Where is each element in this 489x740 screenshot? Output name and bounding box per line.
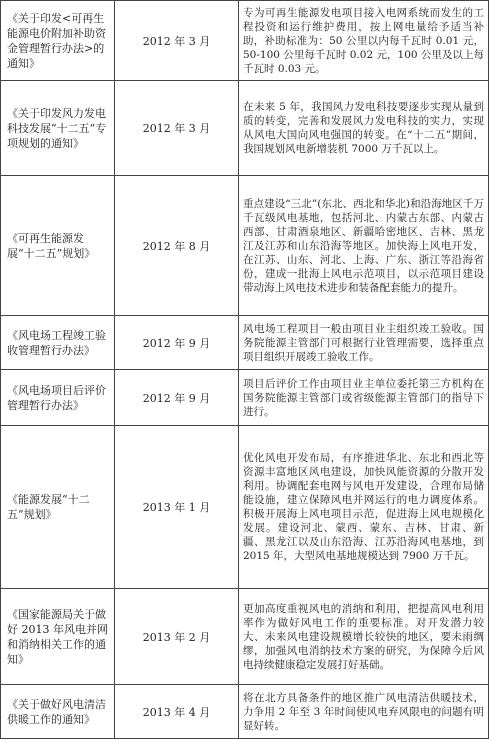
policy-desc-cell: 项目后评价工作由项目业主单位委托第三方机构在国务院能源主管部门或省级能源主管部门的指导下进行。: [239, 370, 489, 426]
policy-desc-cell: 在未来 5 年，我国风力发电科技要逐步实现从量到质的转变，完善和发展风力发电科技的实力，实现从风电大国向风电强国的转变。在“十二五”期间，我国规划风电新增装机 7000 万千瓦以上。: [239, 81, 489, 176]
policy-desc-cell: 优化风电开发布局，有序推进华北、东北和西北等资源丰富地区风电建设，加快风能资源的分散开发利用。协调配套电网与风电开发建设，合理布局储能设施，建立保障风电并网运行的电力调度体系。积极开展海上风电项目示范，促进海上风电规模化发展。建设河北、蒙西、蒙东、吉林、甘肃、新疆、黑龙江以及山东沿海、江苏沿海风电基地，到 2015 年，大型风电基地规模达到 7900 万千瓦。: [239, 426, 489, 589]
policy-date-cell: 2012 年 8 月: [115, 176, 239, 316]
policy-date-cell: 2013 年 1 月: [115, 426, 239, 589]
policy-date-cell: 2012 年 9 月: [115, 316, 239, 370]
policy-name-cell: 《关于印发风力发电科技发展“十二五”专项规划的通知》: [1, 81, 115, 176]
policy-date-cell: 2012 年 9 月: [115, 370, 239, 426]
policy-desc-cell: 重点建设“三北”(东北、西北和华北)和沿海地区千万千瓦级风电基地，包括河北、内蒙古东部、内蒙古西部、甘肃酒泉地区、新疆哈密地区、吉林、黑龙江及江苏和山东沿海等地区。加快海上风电开发，在江苏、山东、河北、上海、广东、浙江等沿海省份，建成一批海上风电示范项目，以示范项目建设带动海上风电技术进步和装备配套能力的提升。: [239, 176, 489, 316]
policy-name-cell: 《可再生能源发展“十二五”规划》: [1, 176, 115, 316]
policy-name-cell: 《关于印发<可再生能源电价附加补助资金管理暂行办法>的通知》: [1, 1, 115, 81]
table-row: [1, 685, 489, 739]
policy-desc-cell: 更加高度重视风电的消纳和利用，把提高风电利用率作为做好风电工作的重要标准。对开发潜力较大、未来风电建设规模增长较快的地区，要未雨绸缪，加强风电消纳技术方案的研究，为保障今后风电持续健康稳定发展打好基础。: [239, 589, 489, 685]
policy-name-cell: 《国家能源局关于做好 2013 年风电并网和消纳相关工作的通知》: [1, 589, 115, 685]
policy-desc-cell: 风电场工程项目一般由项目业主组织竣工验收。国务院能源主管部门可根据行业管理需要，选择重点项目组织开展竣工验收工作。: [239, 316, 489, 370]
table-row: [1, 316, 489, 370]
policy-date-cell: 2012 年 3 月: [115, 81, 239, 176]
policy-date-cell: 2013 年 2 月: [115, 589, 239, 685]
policy-name-cell: 《关于做好风电清洁供暖工作的通知》: [1, 685, 115, 739]
table-row: [1, 1, 489, 81]
policy-name-cell: 《能源发展“十二五”规划》: [1, 426, 115, 589]
policy-desc-cell: 将在北方具备条件的地区推广风电清洁供暖技术，力争用 2 年至 3 年时间使风电弃风限电的问题有明显好转。: [239, 685, 489, 739]
policy-date-cell: 2013 年 4 月: [115, 685, 239, 739]
table-row: [1, 176, 489, 316]
table-row: [1, 370, 489, 426]
policy-date-cell: 2012 年 3 月: [115, 1, 239, 81]
table-row: [1, 589, 489, 685]
policy-desc-cell: 专为可再生能源发电项目接入电网系统而发生的工程投资和运行维护费用，按上网电量给予适当补助，补助标准为：50 公里以内每千瓦时 0.01 元，50-100 公里每千瓦时 0.02 元，100 公里及以上每千瓦时 0.03 元。: [239, 1, 489, 81]
policy-name-cell: 《风电场项目后评价管理暂行办法》: [1, 370, 115, 426]
policy-name-cell: 《风电场工程竣工验收管理暂行办法》: [1, 316, 115, 370]
table-row: [1, 81, 489, 176]
table-row: [1, 426, 489, 589]
